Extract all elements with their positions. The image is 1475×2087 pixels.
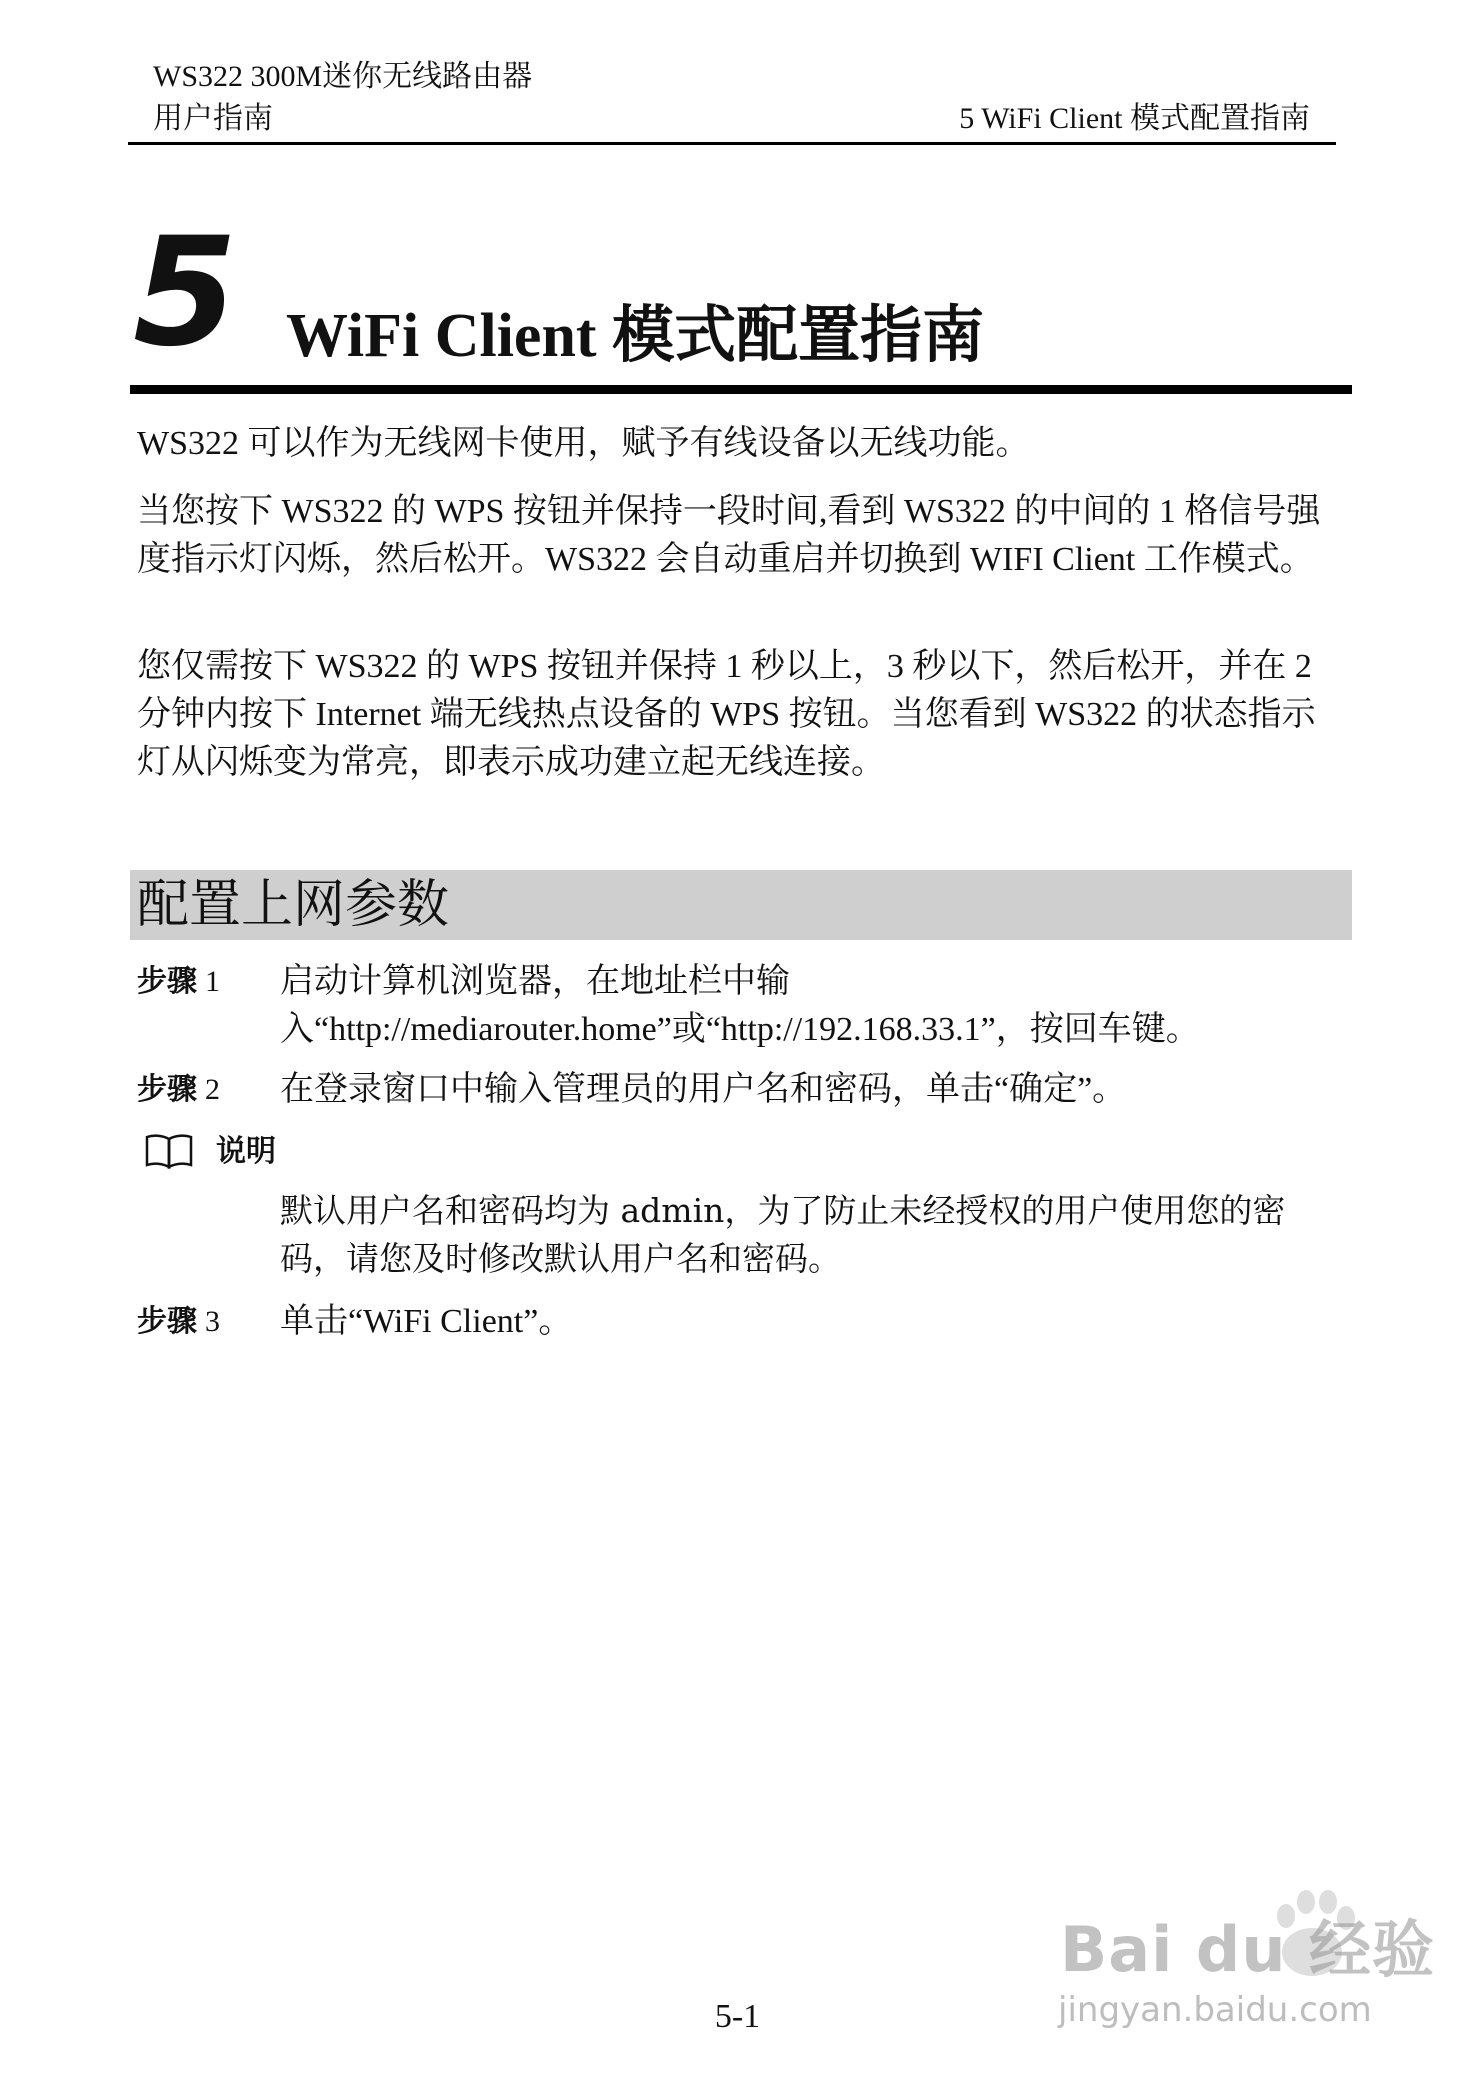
header-left (153, 56, 532, 140)
page-number: 5-1 (714, 1998, 761, 2035)
book-icon (144, 1132, 194, 1170)
step-3-label (137, 1298, 220, 1346)
step-2-label (137, 1066, 220, 1114)
step-2-text: 在登录窗口中输入管理员的用户名和密码，单击“确定”。 (280, 1071, 1127, 1108)
paragraph-wps-connect: 您仅需按下 WS322 的 WPS 按钮并保持 1 秒以上，3 秒以下，然后松开，并在 2 分钟内按下 Internet 端无线热点设备的 WPS 按钮。当您看到 WS322 的状态指示灯从闪烁变为常亮，即表示成功建立起无线连接。 (137, 648, 1316, 781)
header-chapter: 5 WiFi Client 模式配置指南 (959, 102, 1310, 135)
note-text: 默认用户名和密码均为 admin，为了防止未经授权的用户使用您的密码，请您及时修改默认用户名和密码。 (280, 1191, 1286, 1278)
chapter-rule (130, 385, 1352, 394)
chapter-number: 5 (133, 206, 238, 380)
watermark-url: jingyan.baidu.com (1058, 1990, 1372, 2030)
step-1-label (137, 958, 220, 1006)
step-2-number: 2 (205, 1073, 220, 1106)
note-label: 说明 (216, 1134, 276, 1169)
watermark-brand: Bai du 经验 (1060, 1913, 1436, 1986)
section-title: 配置上网参数 (137, 875, 450, 935)
paragraph-intro: WS322 可以作为无线网卡使用，赋予有线设备以无线功能。 (137, 425, 1030, 462)
header-rule (128, 142, 1336, 145)
step-3-number: 3 (205, 1305, 220, 1338)
step-3-label-text: 步骤 (137, 1304, 197, 1339)
header-doc-type: 用户指南 (153, 102, 273, 135)
chapter-title: WiFi Client 模式配置指南 (286, 302, 985, 370)
paragraph-wps-switch: 当您按下 WS322 的 WPS 按钮并保持一段时间,看到 WS322 的中间的 1 格信号强度指示灯闪烁，然后松开。WS322 会自动重启并切换到 WIFI Client 工作模式。 (137, 493, 1321, 578)
step-3-text: 单击“WiFi Client”。 (280, 1303, 573, 1340)
header-product: WS322 300M迷你无线路由器 (153, 60, 533, 93)
step-1-text: 启动计算机浏览器，在地址栏中输入“http://mediarouter.home”或“http://192.168.33.1”，按回车键。 (280, 963, 1200, 1048)
step-1-label-text: 步骤 (137, 964, 197, 999)
step-2-label-text: 步骤 (137, 1072, 197, 1107)
step-1-number: 1 (205, 965, 220, 998)
